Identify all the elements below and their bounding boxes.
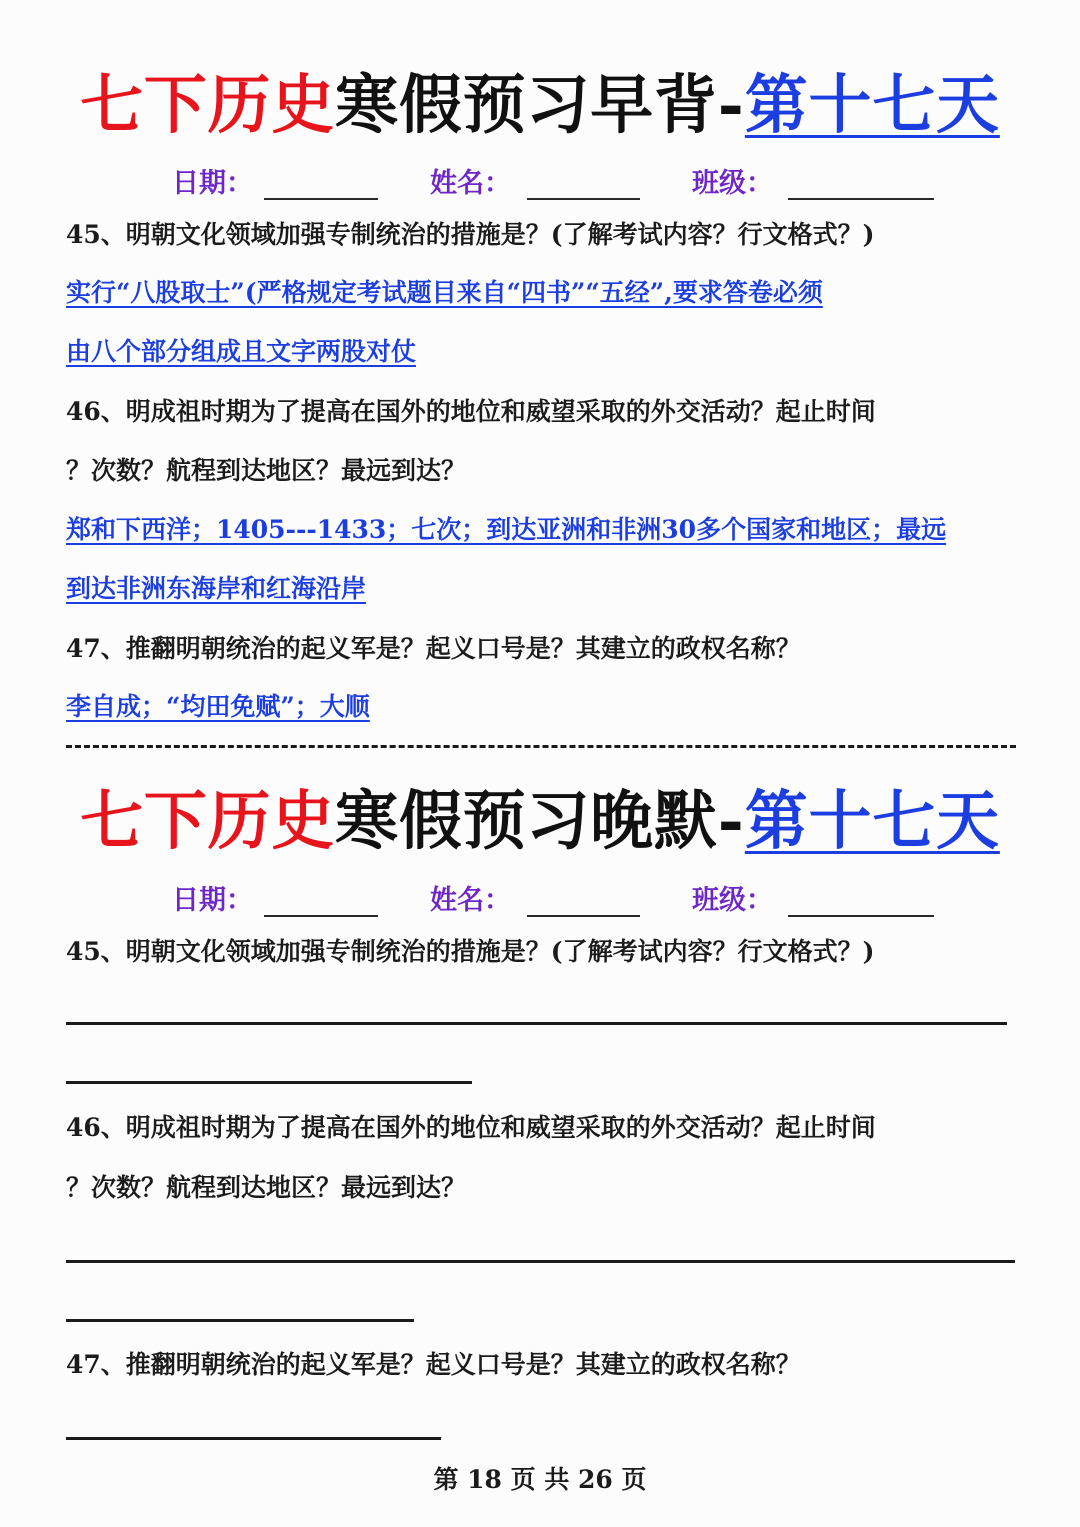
class-label: 班级： (692, 168, 773, 199)
question-47: 47、推翻明朝统治的起义军是？起义口号是？其建立的政权名称？ (66, 634, 801, 663)
answer-line[interactable] (66, 1022, 1007, 1025)
question-46-line1: 46、明成祖时期为了提高在国外的地位和威望采取的外交活动？起止时间 (66, 397, 876, 426)
title-red-part: 七下历史 (80, 68, 336, 143)
date-label: 日期： (172, 168, 253, 199)
evening-title (10, 782, 1069, 862)
answer-line[interactable] (66, 1319, 414, 1322)
name-blank[interactable] (527, 915, 640, 917)
question-45: 45、明朝文化领域加强专制统治的措施是？(了解考试内容？行文格式？) (66, 937, 875, 966)
answer-45-line2: 由八个部分组成且文字两股对仗 (66, 337, 417, 366)
name-blank[interactable] (527, 198, 640, 200)
answer-line[interactable] (66, 1081, 472, 1084)
class-blank[interactable] (788, 198, 934, 200)
title-red-part: 七下历史 (80, 784, 336, 859)
question-46-line1: 46、明成祖时期为了提高在国外的地位和威望采取的外交活动？起止时间 (66, 1113, 876, 1142)
date-blank[interactable] (264, 915, 378, 917)
class-blank[interactable] (788, 915, 934, 917)
title-blue-part: 第十七天 (744, 784, 1000, 859)
answer-47: 李自成；“均田免赋”；大顺 (66, 692, 370, 721)
page-footer: 第 18 页 共 26 页 (433, 1465, 647, 1494)
question-45: 45、明朝文化领域加强专制统治的措施是？(了解考试内容？行文格式？) (66, 220, 875, 249)
answer-line[interactable] (66, 1437, 441, 1440)
answer-45-line1: 实行“八股取士”(严格规定考试题目来自“四书”“五经”,要求答卷必须 (66, 278, 823, 307)
title-black-part: 寒假预习晚默- (335, 784, 745, 859)
section-divider (66, 745, 1016, 748)
answer-line[interactable] (66, 1260, 1015, 1263)
answer-46-line1: 郑和下西洋；1405---1433；七次；到达亚洲和非洲30多个国家和地区；最远 (66, 515, 947, 544)
name-label: 姓名： (430, 885, 511, 916)
morning-title (10, 66, 1069, 146)
class-label: 班级： (692, 885, 773, 916)
title-black-part: 寒假预习早背- (335, 68, 745, 143)
question-46-line2: ？次数？航程到达地区？最远到达？ (66, 456, 467, 485)
date-blank[interactable] (264, 198, 378, 200)
name-label: 姓名： (430, 168, 511, 199)
question-47: 47、推翻明朝统治的起义军是？起义口号是？其建立的政权名称？ (66, 1350, 801, 1379)
answer-46-line2: 到达非洲东海岸和红海沿岸 (66, 574, 367, 603)
date-label: 日期： (172, 885, 253, 916)
title-blue-part: 第十七天 (744, 68, 1000, 143)
question-46-line2: ？次数？航程到达地区？最远到达？ (66, 1173, 467, 1202)
